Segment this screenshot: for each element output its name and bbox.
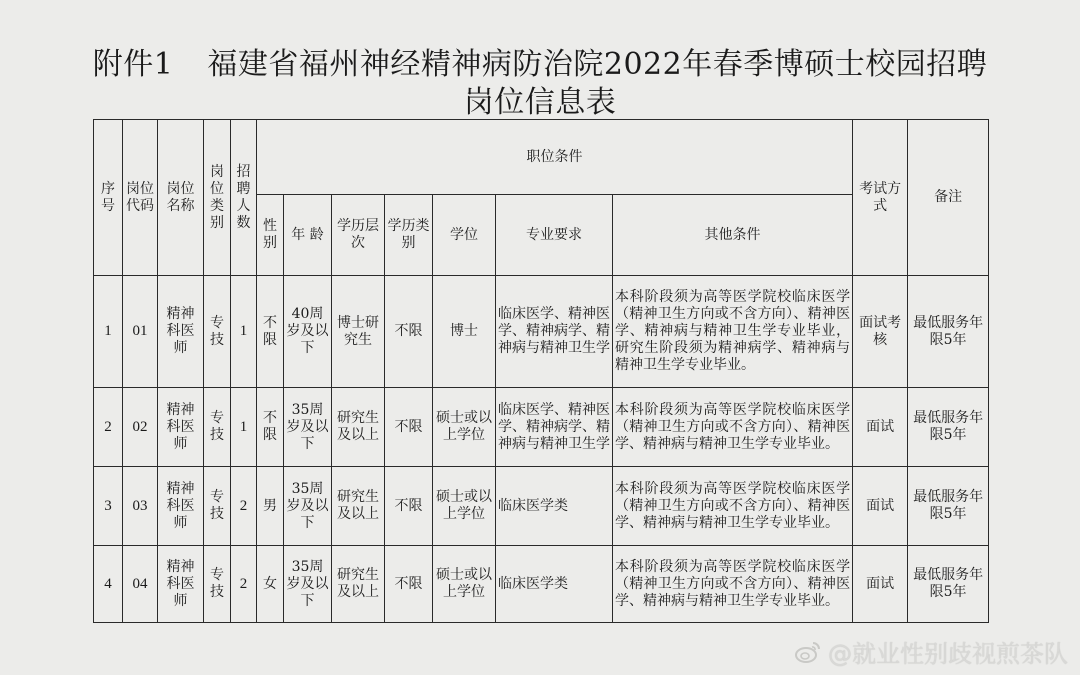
cell-remark: 最低服务年限5年 <box>908 467 989 546</box>
weibo-icon <box>794 640 822 664</box>
cell-code: 02 <box>123 388 158 467</box>
cell-seq: 1 <box>94 276 123 388</box>
cell-gender: 男 <box>257 467 284 546</box>
title-line-2: 岗位信息表 <box>463 85 617 120</box>
cell-remark: 最低服务年限5年 <box>908 546 989 623</box>
cell-code: 04 <box>123 546 158 623</box>
col-name: 岗位名称 <box>158 120 204 276</box>
cell-major: 临床医学、精神医学、精神病学、精神病与精神卫生学 <box>496 388 613 467</box>
col-category: 岗位类别 <box>204 120 231 276</box>
cell-category: 专技 <box>204 276 231 388</box>
positions-table <box>93 119 989 623</box>
col-gender: 性别 <box>257 195 284 276</box>
cell-exam: 面试 <box>853 546 908 623</box>
cell-code: 03 <box>123 467 158 546</box>
col-code: 岗位代码 <box>123 120 158 276</box>
title-main: 福建省福州神经精神病防治院2022年春季博硕士校园招聘 <box>207 47 988 82</box>
table-row <box>94 388 989 467</box>
col-degree: 学位 <box>433 195 496 276</box>
cell-age: 35周岁及以下 <box>284 546 332 623</box>
cell-edu-type: 不限 <box>385 467 433 546</box>
col-other: 其他条件 <box>613 195 853 276</box>
table-row <box>94 467 989 546</box>
cell-seq: 3 <box>94 467 123 546</box>
cell-name: 精神科医师 <box>158 467 204 546</box>
cell-gender: 女 <box>257 546 284 623</box>
cell-exam: 面试 <box>853 388 908 467</box>
cell-edu-level: 研究生及以上 <box>332 388 385 467</box>
watermark <box>794 634 1068 669</box>
cell-name: 精神科医师 <box>158 276 204 388</box>
col-major: 专业要求 <box>496 195 613 276</box>
table-row <box>94 276 989 388</box>
cell-edu-type: 不限 <box>385 546 433 623</box>
document-title <box>0 46 1080 122</box>
cell-count: 1 <box>231 388 257 467</box>
cell-other: 本科阶段须为高等医学院校临床医学（精神卫生方向或不含方向）、精神医学、精神病与精神卫生学专业毕业。 <box>613 546 853 623</box>
cell-category: 专技 <box>204 388 231 467</box>
col-seq: 序号 <box>94 120 123 276</box>
cell-gender: 不限 <box>257 388 284 467</box>
col-exam: 考试方式 <box>853 120 908 276</box>
cell-code: 01 <box>123 276 158 388</box>
col-remark: 备注 <box>908 120 989 276</box>
col-conditions: 职位条件 <box>257 120 853 195</box>
cell-degree: 硕士或以上学位 <box>433 546 496 623</box>
cell-age: 35周岁及以下 <box>284 388 332 467</box>
col-age: 年 龄 <box>284 195 332 276</box>
cell-edu-type: 不限 <box>385 388 433 467</box>
cell-edu-level: 研究生及以上 <box>332 467 385 546</box>
cell-count: 1 <box>231 276 257 388</box>
cell-seq: 4 <box>94 546 123 623</box>
cell-major: 临床医学类 <box>496 546 613 623</box>
col-edu-level: 学历层次 <box>332 195 385 276</box>
cell-other: 本科阶段须为高等医学院校临床医学（精神卫生方向或不含方向）、精神医学、精神病与精神卫生学专业毕业。 <box>613 467 853 546</box>
cell-exam: 面试考核 <box>853 276 908 388</box>
cell-remark: 最低服务年限5年 <box>908 388 989 467</box>
cell-gender: 不限 <box>257 276 284 388</box>
col-edu-type: 学历类别 <box>385 195 433 276</box>
cell-remark: 最低服务年限5年 <box>908 276 989 388</box>
cell-exam: 面试 <box>853 467 908 546</box>
cell-other: 本科阶段须为高等医学院校临床医学（精神卫生方向或不含方向）、精神医学、精神病与精神卫生学专业毕业。 <box>613 388 853 467</box>
cell-name: 精神科医师 <box>158 388 204 467</box>
cell-category: 专技 <box>204 467 231 546</box>
watermark-text: @就业性别歧视煎茶队 <box>828 640 1068 668</box>
cell-seq: 2 <box>94 388 123 467</box>
cell-age: 40周岁及以下 <box>284 276 332 388</box>
cell-degree: 硕士或以上学位 <box>433 467 496 546</box>
cell-major: 临床医学类 <box>496 467 613 546</box>
cell-other: 本科阶段须为高等医学院校临床医学（精神卫生方向或不含方向）、精神医学、精神病与精神卫生学专业毕业，研究生阶段须为精神病学、精神病与精神卫生学专业毕业。 <box>613 276 853 388</box>
attachment-label: 附件1 <box>92 47 174 82</box>
table-row <box>94 546 989 623</box>
col-count: 招聘人数 <box>231 120 257 276</box>
cell-count: 2 <box>231 467 257 546</box>
cell-edu-level: 博士研究生 <box>332 276 385 388</box>
cell-category: 专技 <box>204 546 231 623</box>
header-row-main <box>94 120 989 195</box>
cell-edu-type: 不限 <box>385 276 433 388</box>
title-line-1 <box>0 46 1080 84</box>
cell-degree: 博士 <box>433 276 496 388</box>
cell-degree: 硕士或以上学位 <box>433 388 496 467</box>
cell-name: 精神科医师 <box>158 546 204 623</box>
cell-count: 2 <box>231 546 257 623</box>
cell-major: 临床医学、精神医学、精神病学、精神病与精神卫生学 <box>496 276 613 388</box>
cell-edu-level: 研究生及以上 <box>332 546 385 623</box>
cell-age: 35周岁及以下 <box>284 467 332 546</box>
